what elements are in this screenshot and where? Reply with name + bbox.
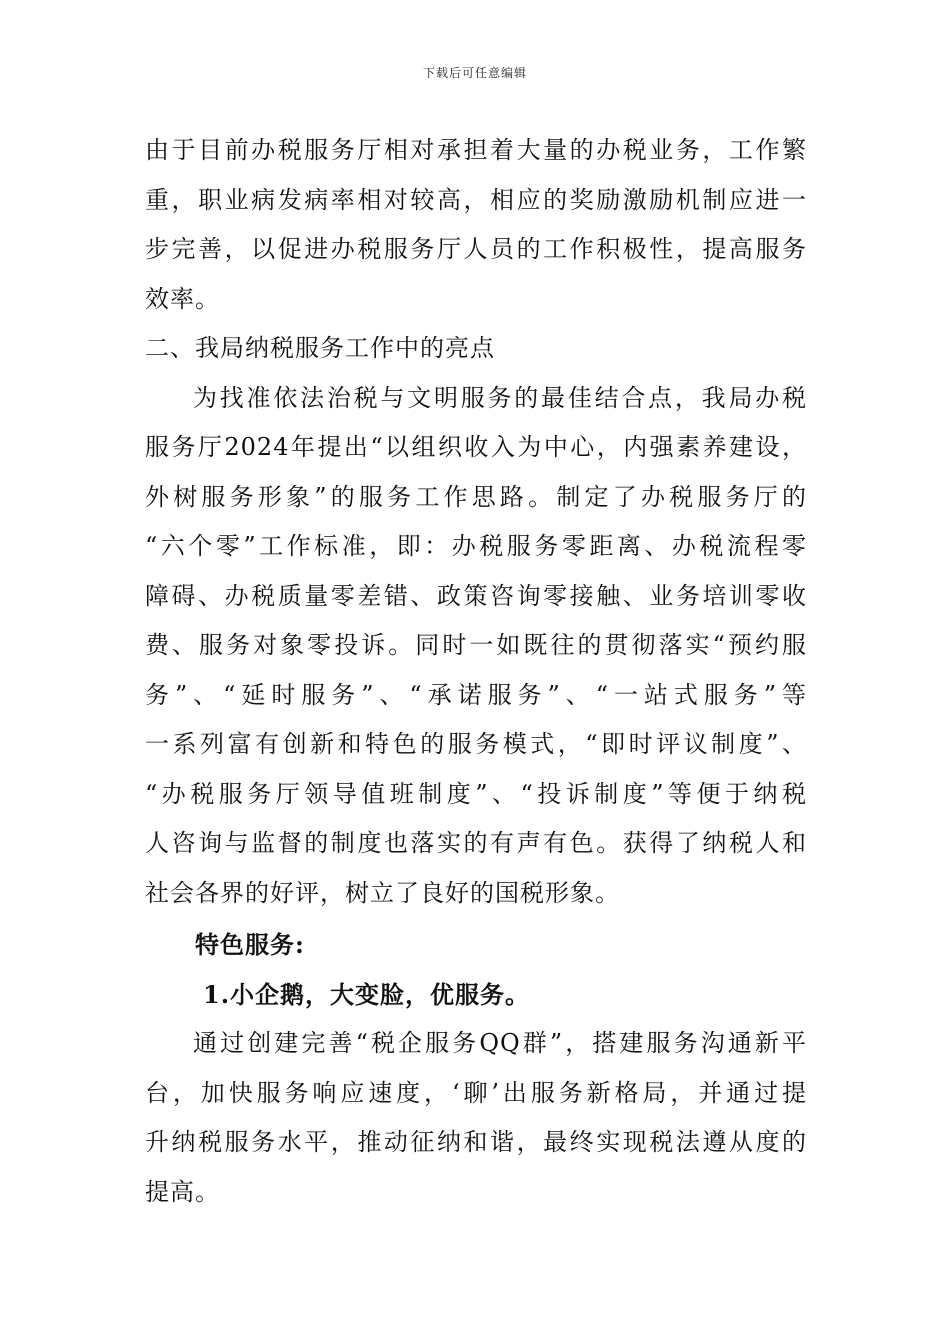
text-line: “办税服务厅领导值班制度”、“投诉制度”等便于纳税 (145, 779, 807, 808)
text-line: 由于目前办税服务厅相对承担着大量的办税业务，工作繁 (145, 136, 807, 164)
feature-subheading: 1.小企鹅，大变脸，优服务。 (203, 979, 531, 1009)
document-body (145, 126, 807, 1217)
feature-heading: 特色服务: (195, 930, 305, 959)
text-line: 社会各界的好评，树立了良好的国税形象。 (145, 878, 620, 907)
text-line: 障碍、办税质量零差错、政策咨询零接触、业务培训零收 (145, 581, 807, 610)
text-line: 台，加快服务响应速度，‘聊’出服务新格局，并通过提 (145, 1078, 807, 1107)
paragraph-workload (145, 126, 807, 324)
paragraph-qq-group (145, 1019, 807, 1217)
text-line: 外树服务形象”的服务工作思路。制定了办税服务厅的 (145, 482, 807, 511)
text-line: 升纳税服务水平，推动征纳和谐，最终实现税法遵从度的 (145, 1128, 807, 1156)
text-line: 重，职业病发病率相对较高，相应的奖励激励机制应进一 (145, 185, 807, 214)
text-line: 服务厅2024年提出“以组织收入为中心，内强素养建设， (145, 433, 807, 461)
text-line: 步完善，以促进办税服务厅人员的工作积极性，提高服务 (145, 235, 807, 263)
page-header: 下载后可任意编辑 (422, 66, 527, 80)
text-line: “六个零”工作标准，即：办税服务零距离、办税流程零 (145, 532, 807, 560)
paragraph-highlights (145, 374, 807, 919)
text-line: 务”、“延时服务”、“承诺服务”、“一站式服务”等 (145, 680, 807, 709)
section-heading: 二、我局纳税服务工作中的亮点 (145, 334, 495, 362)
text-line: 提高。 (145, 1177, 220, 1206)
text-line: 费、服务对象零投诉。同时一如既往的贯彻落实“预约服 (145, 631, 807, 659)
text-line: 一系列富有创新和特色的服务模式，“即时评议制度”、 (145, 730, 807, 758)
text-line: 为找准依法治税与文明服务的最佳结合点，我局办税 (193, 383, 807, 412)
text-line: 通过创建完善“税企服务QQ群”，搭建服务沟通新平 (193, 1029, 807, 1057)
text-line: 效率。 (145, 284, 220, 313)
text-line: 人咨询与监督的制度也落实的有声有色。获得了纳税人和 (145, 829, 807, 857)
